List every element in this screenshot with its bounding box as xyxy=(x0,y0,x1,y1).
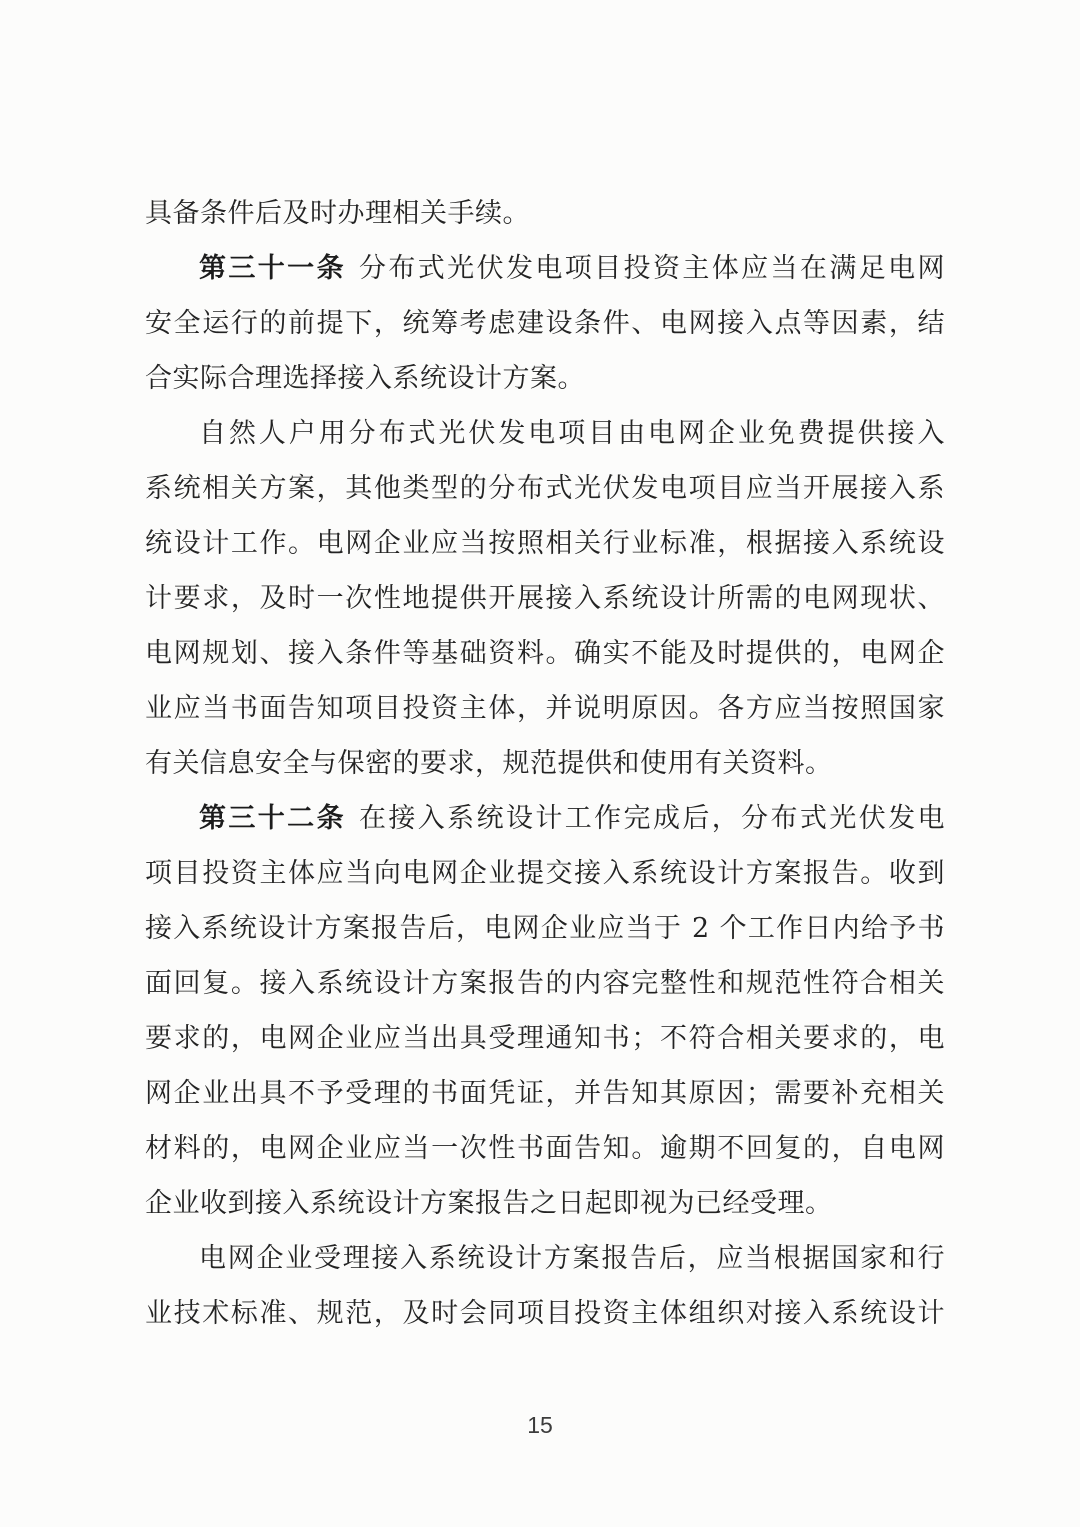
line-text: 有关信息安全与保密的要求，规范提供和使用有关资料。 xyxy=(145,748,833,779)
line-text: 计要求，及时一次性地提供开展接入系统设计所需的电网现状、 xyxy=(145,583,945,614)
text-line xyxy=(145,571,945,626)
text-line xyxy=(145,516,945,571)
text-line xyxy=(145,186,945,241)
line-text: 材料的，电网企业应当一次性书面告知。逾期不回复的，自电网 xyxy=(145,1133,945,1164)
text-line xyxy=(145,1176,945,1231)
page-number: 15 xyxy=(527,1412,553,1438)
line-text: 项目投资主体应当向电网企业提交接入系统设计方案报告。收到 xyxy=(145,858,945,889)
text-line xyxy=(145,461,945,516)
text-line xyxy=(145,241,945,296)
line-text: 网企业出具不予受理的书面凭证，并告知其原因；需要补充相关 xyxy=(145,1078,945,1109)
text-line xyxy=(145,1121,945,1176)
line-text: 具备条件后及时办理相关手续。 xyxy=(145,198,530,229)
line-text: 合实际合理选择接入系统设计方案。 xyxy=(145,363,585,394)
text-line xyxy=(145,736,945,791)
line-text: 系统相关方案，其他类型的分布式光伏发电项目应当开展接入系 xyxy=(145,473,945,504)
line-text: 安全运行的前提下，统筹考虑建设条件、电网接入点等因素，结 xyxy=(145,308,945,339)
line-text: 电网企业受理接入系统设计方案报告后，应当根据国家和行 xyxy=(199,1243,945,1274)
line-text: 分布式光伏发电项目投资主体应当在满足电网 xyxy=(358,253,946,284)
text-line xyxy=(145,846,945,901)
text-line xyxy=(145,791,945,846)
line-text: 企业收到接入系统设计方案报告之日起即视为已经受理。 xyxy=(145,1188,833,1219)
text-line xyxy=(145,626,945,681)
text-line xyxy=(145,956,945,1011)
line-text: 在接入系统设计工作完成后，分布式光伏发电 xyxy=(358,803,946,834)
line-text: 自然人户用分布式光伏发电项目由电网企业免费提供接入 xyxy=(199,418,945,449)
text-line xyxy=(145,406,945,461)
article-number: 第三十一条 xyxy=(199,253,346,284)
line-text: 面回复。接入系统设计方案报告的内容完整性和规范性符合相关 xyxy=(145,968,945,999)
text-line xyxy=(145,1066,945,1121)
text-line xyxy=(145,1011,945,1066)
text-line xyxy=(145,1286,945,1341)
article-number: 第三十二条 xyxy=(199,803,346,834)
line-text: 统设计工作。电网企业应当按照相关行业标准，根据接入系统设 xyxy=(145,528,945,559)
line-text: 接入系统设计方案报告后，电网企业应当于 2 个工作日内给予书 xyxy=(145,913,945,944)
text-line xyxy=(145,681,945,736)
line-text: 电网规划、接入条件等基础资料。确实不能及时提供的，电网企 xyxy=(145,638,945,669)
text-line xyxy=(145,351,945,406)
line-text: 要求的，电网企业应当出具受理通知书；不符合相关要求的，电 xyxy=(145,1023,945,1054)
line-text: 业技术标准、规范，及时会同项目投资主体组织对接入系统设计 xyxy=(145,1298,945,1329)
text-line xyxy=(145,901,945,956)
document-body xyxy=(145,186,945,1341)
line-text: 业应当书面告知项目投资主体，并说明原因。各方应当按照国家 xyxy=(145,693,945,724)
text-line xyxy=(145,1231,945,1286)
text-line xyxy=(145,296,945,351)
